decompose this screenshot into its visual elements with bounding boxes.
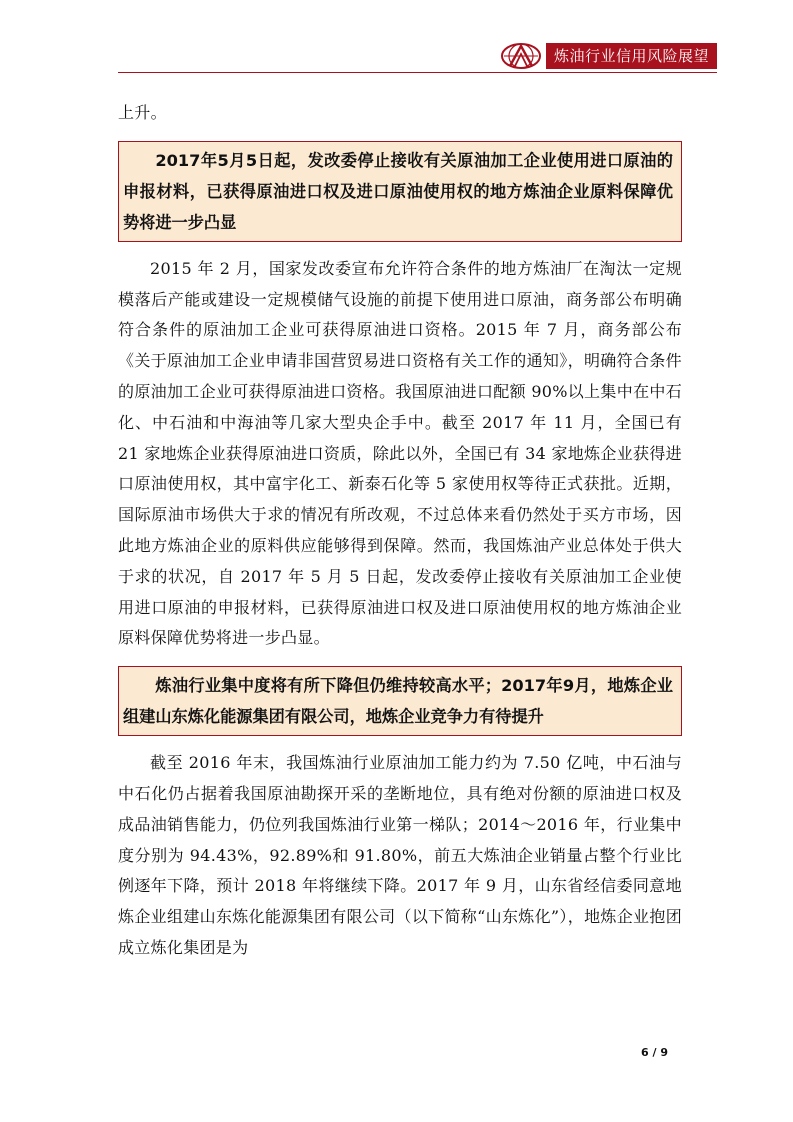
page-header xyxy=(500,42,717,70)
section-heading-1: 2017年5月5日起，发改委停止接收有关原油加工企业使用进口原油的申报材料，已获得原油进口权及进口原油使用权的地方炼油企业原料保障优势将进一步凸显 xyxy=(118,141,682,242)
page-number: 6 / 9 xyxy=(641,1046,668,1059)
document-body xyxy=(118,98,682,964)
section-paragraph-2: 截至 2016 年末，我国炼油行业原油加工能力约为 7.50 亿吨，中石油与中石化仍占据着我国原油勘探开采的垄断地位，具有绝对份额的原油进口权及成品油销售能力，仍位列我国炼油行业第一梯队；2014～2016 年，行业集中度分别为 94.43%，92.89%和 91.80%，前五大炼油企业销量占整个行业比例逐年下降，预计 2018 年将继续下降。2017 年 9 月，山东省经信委同意地炼企业组建山东炼化能源集团有限公司（以下简称“山东炼化”），地炼企业抱团成立炼化集团是为 xyxy=(118,753,682,957)
company-seal-logo-icon xyxy=(500,42,542,70)
report-title: 炼油行业信用风险展望 xyxy=(546,43,717,69)
section-heading-2: 炼油行业集中度将有所下降但仍维持较高水平；2017年9月，地炼企业组建山东炼化能源集团有限公司，地炼企业竞争力有待提升 xyxy=(118,666,682,736)
header-divider xyxy=(118,72,717,73)
section-paragraph-1: 2015 年 2 月，国家发改委宣布允许符合条件的地方炼油厂在淘汰一定规模落后产能或建设一定规模储气设施的前提下使用进口原油，商务部公布明确符合条件的原油加工企业可获得原油进口资格。2015 年 7 月，商务部公布《关于原油加工企业申请非国营贸易进口资格有关工作的通知》，明确符合条件的原油加工企业可获得原油进口资格。我国原油进口配额 90%以上集中在中石化、中石油和中海油等几家大型央企手中。截至 2017 年 11 月，全国已有 21 家地炼企业获得原油进口资质，除此以外，全国已有 34 家地炼企业获得进口原油使用权，其中富宇化工、新泰石化等 5 家使用权等待正式获批。近期，国际原油市场供大于求的情况有所改观，不过总体来看仍然处于买方市场，因此地方炼油企业的原料供应能够得到保障。然而，我国炼油产业总体处于供大于求的状况，自 2017 年 5 月 5 日起，发改委停止接收有关原油加工企业使用进口原油的申报材料，已获得原油进口权及进口原油使用权的地方炼油企业原料保障优势将进一步凸显。 xyxy=(118,258,682,648)
intro-text: 上升。 xyxy=(118,103,167,122)
